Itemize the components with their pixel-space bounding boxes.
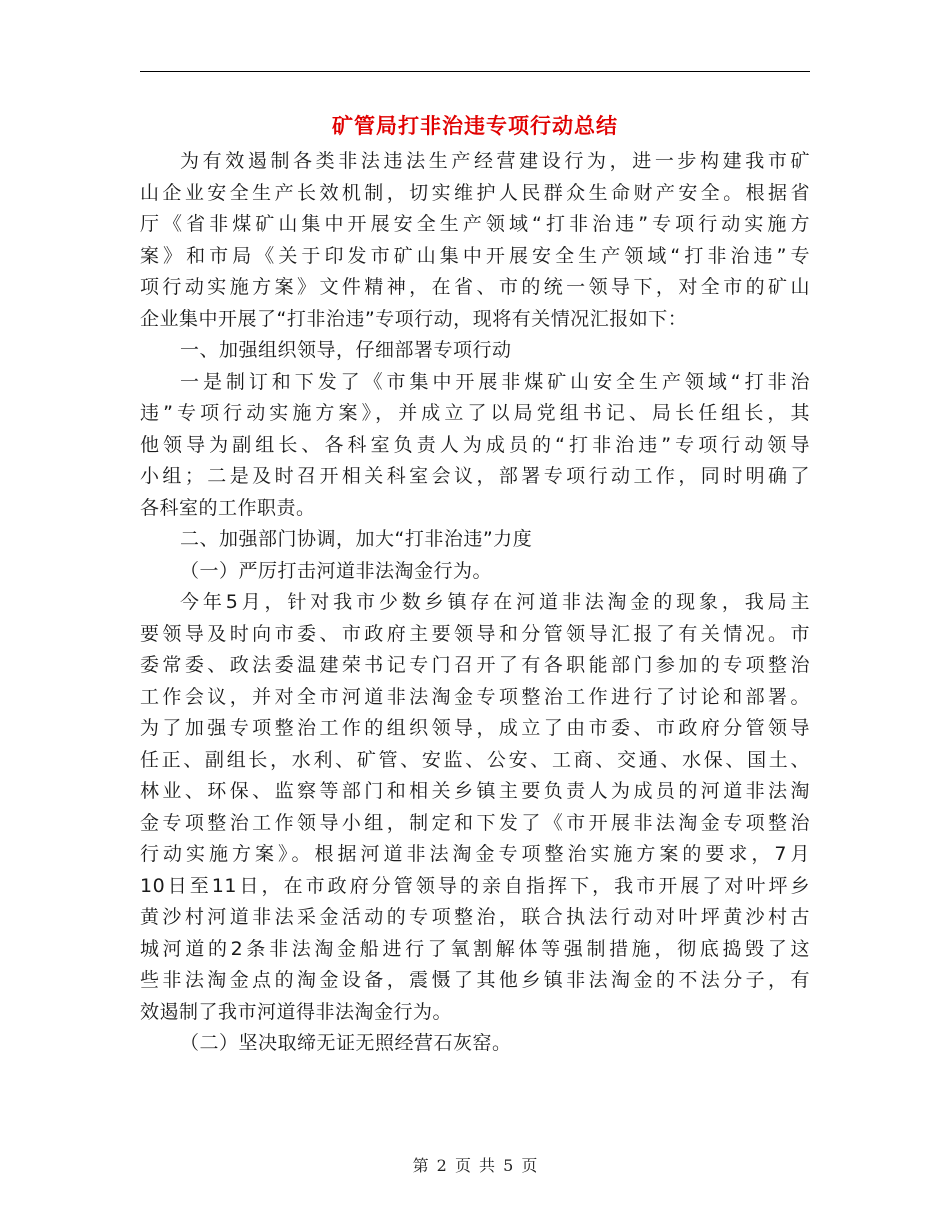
body-line: 工作会议，并对全市河道非法淘金专项整治工作进行了讨论和部署。 [140,685,810,708]
body-line: 为了加强专项整治工作的组织领导，成立了由市委、市政府分管领导 [140,717,810,739]
body-line: 企业集中开展了“打非治违”专项行动，现将有关情况汇报如下： [140,307,688,330]
body-line: （一）严厉打击河道非法淘金行为。 [180,559,493,582]
body-line: 他领导为副组长、各科室负责人为成员的“打非治违”专项行动领导 [140,433,810,456]
body-line: 今年5月，针对我市少数乡镇存在河道非法淘金的现象，我局主 [180,591,810,613]
page-number-footer: 第 2 页 共 5 页 [412,1156,538,1175]
body-line: 一、加强组织领导，仔细部署专项行动 [180,339,512,361]
body-line: 项行动实施方案》文件精神，在省、市的统一领导下，对全市的矿山 [140,276,810,298]
document-title: 矿管局打非治违专项行动总结 [332,114,618,138]
body-line: 违”专项行动实施方案》，并成立了以局党组书记、局长任组长，其 [140,402,810,424]
body-line: 各科室的工作职责。 [140,496,316,519]
body-line: （二）坚决取缔无证无照经营石灰窑。 [180,1032,512,1054]
body-line: 为有效遏制各类非法违法生产经营建设行为，进一步构建我市矿 [180,150,810,172]
body-line: 任正、副组长，水利、矿管、安监、公安、工商、交通、水保、国土、 [140,748,810,771]
body-line: 林业、环保、监察等部门和相关乡镇主要负责人为成员的河道非法淘 [140,780,810,802]
body-line: 委常委、政法委温建荣书记专门召开了有各职能部门参加的专项整治 [140,654,810,676]
body-line: 10日至11日，在市政府分管领导的亲自指挥下，我市开展了对叶坪乡 [140,874,810,897]
document-body [140,146,810,1060]
body-line: 一是制订和下发了《市集中开展非煤矿山安全生产领域“打非治 [180,370,810,393]
body-line: 行动实施方案》。根据河道非法淘金专项整治实施方案的要求，7月 [140,843,810,865]
body-line: 效遏制了我市河道得非法淘金行为。 [140,1000,453,1023]
body-line: 山企业安全生产长效机制，切实维护人民群众生命财产安全。根据省 [140,181,810,204]
body-line: 城河道的2条非法淘金船进行了氧割解体等强制措施，彻底捣毁了这 [140,937,810,960]
body-line: 二、加强部门协调，加大“打非治违”力度 [180,528,533,550]
body-line: 黄沙村河道非法采金活动的专项整治，联合执法行动对叶坪黄沙村古 [140,906,810,928]
body-line: 小组；二是及时召开相关科室会议，部署专项行动工作，同时明确了 [140,465,810,487]
body-line: 案》和市局《关于印发市矿山集中开展安全生产领域“打非治违”专 [140,244,810,267]
body-line: 金专项整治工作领导小组，制定和下发了《市开展非法淘金专项整治 [140,811,810,834]
body-line: 些非法淘金点的淘金设备，震慑了其他乡镇非法淘金的不法分子，有 [140,969,810,991]
body-line: 厅《省非煤矿山集中开展安全生产领域“打非治违”专项行动实施方 [140,213,810,235]
body-line: 要领导及时向市委、市政府主要领导和分管领导汇报了有关情况。市 [140,622,810,645]
header-rule [140,71,810,72]
